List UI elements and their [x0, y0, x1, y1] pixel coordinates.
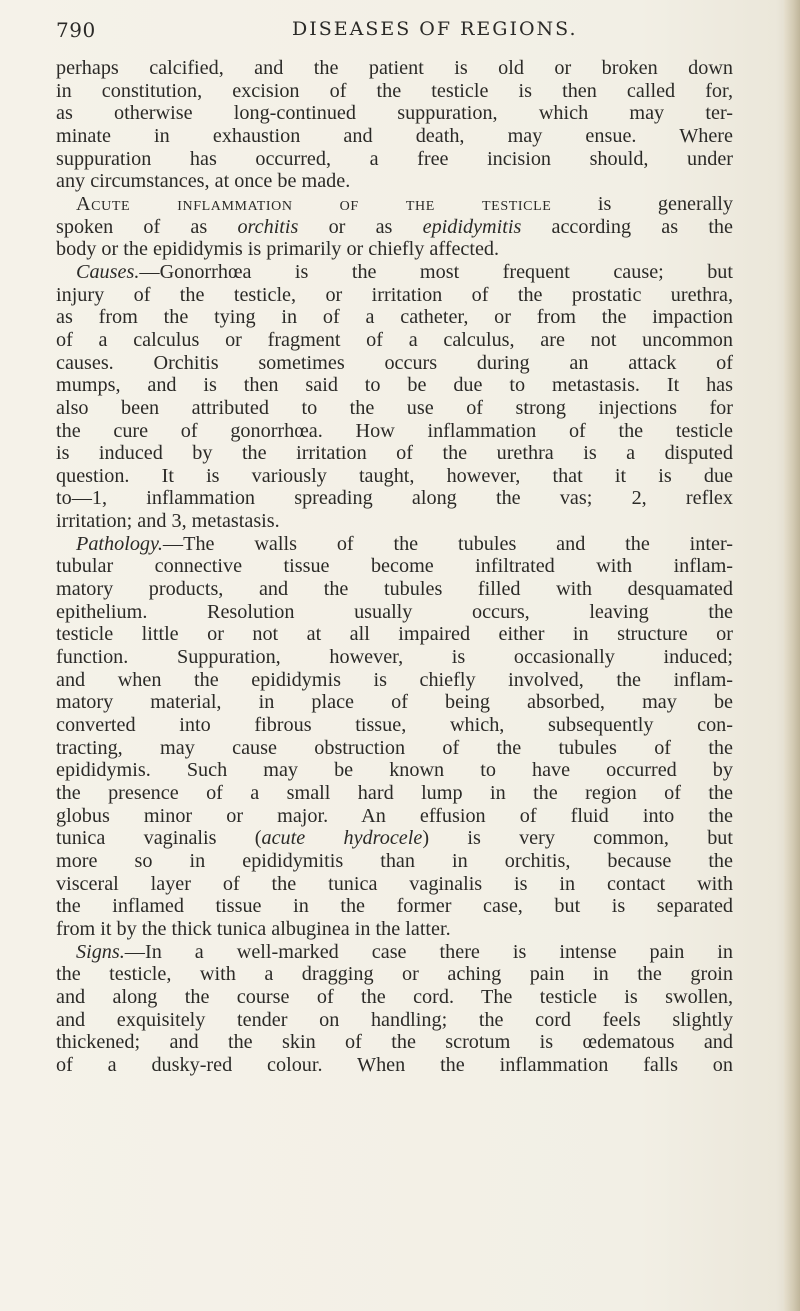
text-line: question. It is variously taught, however, that it is due	[56, 464, 733, 487]
page-edge	[784, 0, 800, 1311]
text-line: from it by the thick tunica albuginea in the latter.	[56, 917, 451, 940]
text-line: and along the course of the cord. The testicle is swollen,	[56, 985, 733, 1008]
text-line: minate in exhaustion and death, may ensue. Where	[56, 124, 733, 147]
body-text	[56, 57, 733, 1077]
text-line: and when the epididymis is chiefly involved, the inflam-	[56, 668, 733, 691]
term-acute-hydrocele: acute hydrocele	[261, 827, 423, 850]
text-line: injury of the testicle, or irritation of the prostatic urethra,	[56, 283, 733, 306]
text-line: matory products, and the tubules filled with desquamated	[56, 578, 733, 601]
paragraph-acute-inflammation	[56, 193, 733, 261]
text-line: Pathology.—The walls of the tubules and the inter-	[76, 532, 733, 555]
page-header	[56, 18, 732, 48]
text-line: the inflamed tissue in the former case, but is separated	[56, 895, 733, 918]
text-line: is induced by the irritation of the urethra is a disputed	[56, 442, 733, 465]
text-line: also been attributed to the use of strong injections for	[56, 396, 733, 419]
text-line: epididymis. Such may be known to have occurred by	[56, 759, 733, 782]
running-head: DISEASES OF REGIONS.	[292, 18, 578, 40]
text-line: irritation; and 3, metastasis.	[56, 510, 280, 533]
text-line: as otherwise long-continued suppuration, which may ter-	[56, 102, 733, 125]
text-line: globus minor or major. An effusion of fluid into the	[56, 804, 733, 827]
text-line: tunica vaginalis (acute hydrocele) is very common, but	[56, 827, 733, 850]
text-line: testicle little or not at all impaired either in structure or	[56, 623, 733, 646]
section-heading: Acute inflammation of the testicle	[76, 192, 552, 215]
text-line: the testicle, with a dragging or aching pain in the groin	[56, 963, 733, 986]
term-epididymitis: epididymitis	[422, 215, 522, 238]
text-line: as from the tying in of a catheter, or from the impaction	[56, 306, 733, 329]
paragraph-signs	[56, 941, 733, 1077]
text-line: of a dusky-red colour. When the inflammation falls on	[56, 1053, 733, 1076]
text-line: function. Suppuration, however, is occasionally induced;	[56, 646, 733, 669]
paragraph-excision	[56, 57, 733, 193]
text-line: mumps, and is then said to be due to metastasis. It has	[56, 374, 733, 397]
text-line: and exquisitely tender on handling; the cord feels slightly	[56, 1008, 733, 1031]
text-line: Signs.—In a well-marked case there is intense pain in	[76, 940, 733, 963]
text-line: spoken of as orchitis or as epididymitis according as the	[56, 215, 733, 238]
text-line: suppuration has occurred, a free incision should, under	[56, 147, 733, 170]
text-line: to—1, inflammation spreading along the vas; 2, reflex	[56, 487, 733, 510]
paragraph-pathology	[56, 533, 733, 941]
text-line: epithelium. Resolution usually occurs, leaving the	[56, 600, 733, 623]
text-line: matory material, in place of being absorbed, may be	[56, 691, 733, 714]
text-line: perhaps calcified, and the patient is old or broken down	[56, 57, 733, 79]
paragraph-causes	[56, 261, 733, 533]
text-line: thickened; and the skin of the scrotum is œdematous and	[56, 1031, 733, 1054]
text-line: body or the epididymis is primarily or chiefly affected.	[56, 238, 500, 261]
text-line: converted into fibrous tissue, which, subsequently con-	[56, 714, 733, 737]
term-orchitis: orchitis	[237, 215, 299, 238]
text-line: Causes.—Gonorrhœa is the most frequent cause; but	[76, 260, 733, 283]
text-line: of a calculus or fragment of a calculus, are not uncommon	[56, 328, 733, 351]
page-number: 790	[56, 18, 96, 42]
text-line: in constitution, excision of the testicle is then called for,	[56, 79, 733, 102]
text-line: the cure of gonorrhœa. How inflammation of the testicle	[56, 419, 733, 442]
subsection-label: Pathology.	[76, 532, 163, 555]
subsection-label: Signs.	[76, 940, 125, 963]
text-line: tubular connective tissue become infiltrated with inflam-	[56, 555, 733, 578]
text-line: more so in epididymitis than in orchitis, because the	[56, 849, 733, 872]
text-line: the presence of a small hard lump in the region of the	[56, 782, 733, 804]
subsection-label: Causes.	[76, 260, 140, 283]
text-line: Acute inflammation of the testicle is generally	[76, 192, 733, 215]
text-line: causes. Orchitis sometimes occurs during an attack of	[56, 351, 733, 374]
text-line: visceral layer of the tunica vaginalis is in contact with	[56, 872, 733, 895]
text-line: tracting, may cause obstruction of the tubules of the	[56, 736, 733, 759]
text-line: any circumstances, at once be made.	[56, 170, 351, 193]
